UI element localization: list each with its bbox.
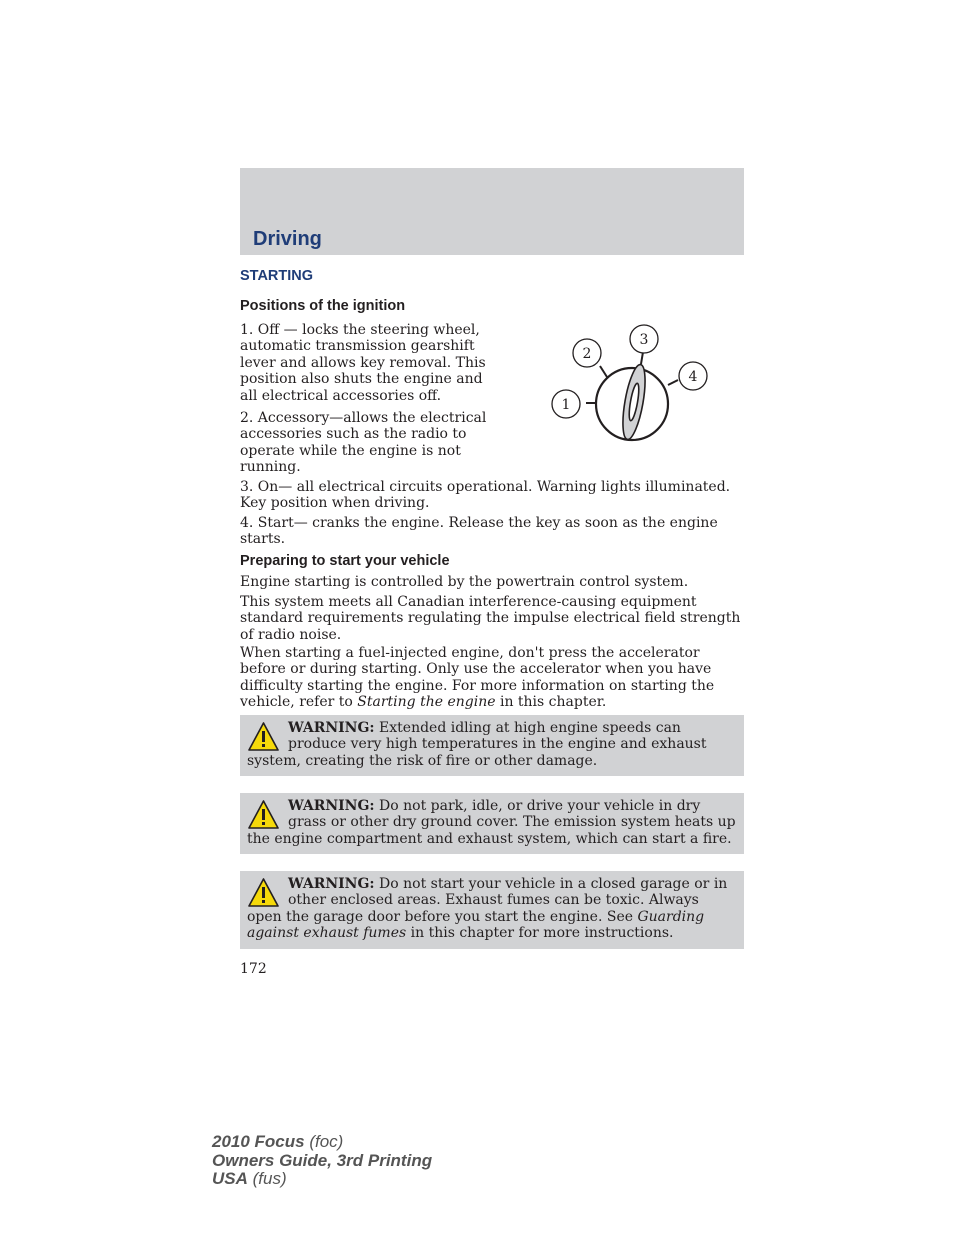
section-title: Driving <box>253 228 322 250</box>
warning-box-3: WARNING: Do not start your vehicle in a closed garage or in other enclosed areas. Exhaust fumes can be toxic. Always open the garage door before you start the engine. See Guarding against exhaust fumes in this chapter for more instructions. <box>240 871 744 949</box>
warning-3-label: WARNING: <box>288 876 375 892</box>
preparing-heading: Preparing to start your vehicle <box>240 553 450 569</box>
warning-triangle-icon <box>247 877 280 908</box>
preparing-paragraph-3: When starting a fuel-injected engine, don't press the accelerator before or during starting. Only use the accelerator when you have difficulty starting the engine. For more information on starting the vehicle, refer to Starting the engine in this chapter. <box>240 645 715 711</box>
tick-3 <box>641 352 643 364</box>
warning-box-2 <box>240 793 744 854</box>
footer-edition-info: 2010 Focus (foc) Owners Guide, 3rd Printing USA (fus) <box>212 1132 433 1188</box>
label-4: 4 <box>688 369 698 385</box>
position-3-text: 3. On— all electrical circuits operational. Warning lights illuminated. Key position when driving. <box>240 479 731 512</box>
warning-triangle-icon <box>247 721 280 752</box>
warning-triangle-icon <box>247 799 280 830</box>
warning-2-label: WARNING: <box>288 798 375 814</box>
warning-1-text: Extended idling at high engine speeds can produce very high temperatures in the engine and exhaust system, creating the risk of fire or other damage. <box>247 720 707 769</box>
warning-box-1 <box>240 715 744 776</box>
exhaust-fumes-reference: Guarding against exhaust fumes <box>247 908 705 942</box>
warning-2-text: Do not park, idle, or drive your vehicle in dry grass or other dry ground cover. The emission system heats up the engine compartment and exhaust system, which can start a fire. <box>247 798 736 847</box>
page-number: 172 <box>240 961 267 977</box>
position-1-text: 1. Off — locks the steering wheel, automatic transmission gearshift lever and allows key removal. This position also shuts the engine and all electrical accessories off. <box>240 322 486 404</box>
warning-1-label: WARNING: <box>288 720 375 736</box>
positions-heading: Positions of the ignition <box>240 298 406 314</box>
label-2: 2 <box>582 346 592 362</box>
label-3: 3 <box>639 332 649 348</box>
starting-heading: STARTING <box>240 268 314 284</box>
position-2-text: 2. Accessory—allows the electrical accessories such as the radio to operate while the engine is not running. <box>240 410 487 476</box>
tick-4 <box>668 380 678 385</box>
ignition-diagram <box>548 322 708 448</box>
preparing-paragraph-2: This system meets all Canadian interference-causing equipment standard requirements regulating the impulse electrical field strength of radio noise. <box>240 594 741 643</box>
position-4-text: 4. Start— cranks the engine. Release the key as soon as the engine starts. <box>240 515 718 548</box>
label-1: 1 <box>561 397 571 413</box>
starting-engine-reference: Starting the engine <box>357 694 496 711</box>
preparing-paragraph-1: Engine starting is controlled by the powertrain control system. <box>240 574 689 590</box>
tick-2 <box>600 366 607 377</box>
